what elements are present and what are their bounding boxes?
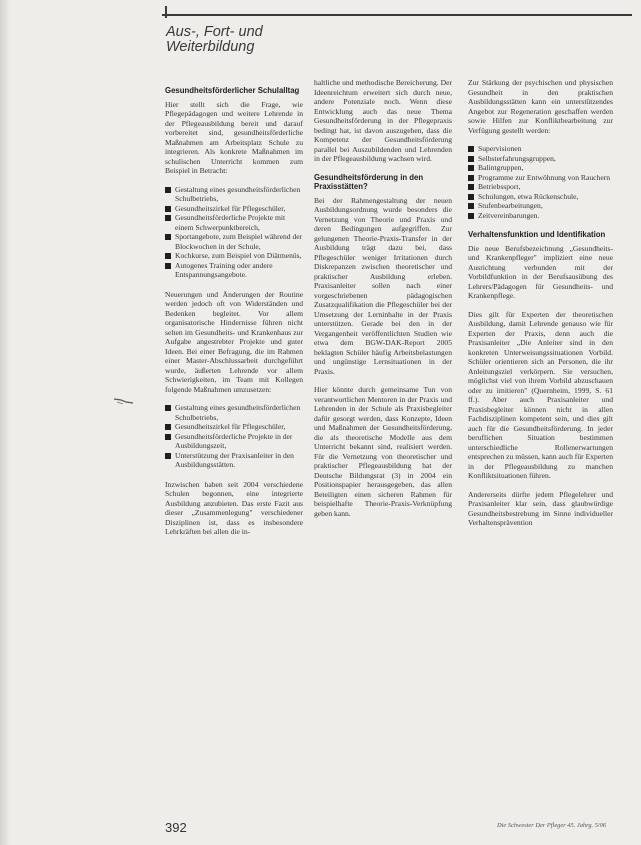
list-item: Betriebssport, (468, 182, 613, 192)
column-2 (314, 78, 452, 527)
paragraph: Dies gilt für Experten der theoretischen Ausbildung, damit Lehrende genauso wie für Experten der Praxis, denn auch die Praxisanleiter „Die Anleiter sind in den konkreten Unterweisungssituationen Vorbild. Schüler orientieren sich an Personen, die ihr Anleitungsziel verkörpern. Sie versuchen, möglichst viel von ihrem Vorbild abzuschauen oder zu imitieren" (Quernheim, 1999, S. 61 ff.). Aber auch Praxisanleiter und Praxisbegleiter können nicht in allen Fachdisziplinen kompetent sein, und dies gilt auch für die Gesundheitsförderung. In jeder beruflichen Situation bestimmen unterschiedliche Rollenerwartungen entsprechen zu müssen, kann auch für Experten in der Pflegeausbildung zu manchen Konfliktsituationen führen. (468, 309, 613, 480)
paragraph: Andererseits dürfte jedem Pflegelehrer und Praxisanleiter klar sein, dass glaubwürdige Gesundheitsbestrebung im Sinne individueller Verhaltensprävention (468, 489, 613, 527)
list-item: Stufenbearbeitungen, (468, 201, 613, 211)
list-item: Gesundheitszirkel für Pflegeschüler, (165, 204, 303, 214)
list-item: Schulungen, etwa Rückenschule, (468, 192, 613, 202)
list-item: Gesundheitsförderliche Projekte mit einem Schwerpunktbereich, (165, 213, 303, 232)
scan-smudge-mark (113, 397, 135, 405)
list-item: Gestaltung eines gesundheitsförderlichen Schulbetriebs, (165, 403, 303, 422)
paragraph: Hier stellt sich die Frage, wie Pflegepädagogen und weitere Lehrende in der Pflegeausbildung bereit und darauf vorbereitet sind, gesundheitsförderliche Maßnahmen am Arbeitsplatz Schule zu integrieren. Als konkrete Maßnahmen im schulischen Unterricht kommen zum Beispiel in Betracht: (165, 99, 303, 175)
subheading: Gesundheitsförderung in den Praxisstätten? (314, 172, 424, 191)
list-item: Gesundheitszirkel für Pflegeschüler, (165, 422, 303, 432)
header-rule (162, 14, 632, 16)
paragraph: Neuerungen und Änderungen der Routine werden jedoch oft von Widerständen und Bedenken begleitet. Vor allem organisatorische Hindernisse führen nicht selten im Gesundheits- und Krankenhaus zur Aufgabe angestrebter Projekte und guter Ideen. Bei einer Befragung, die im Rahmen einer Master-Abschlussarbeit durchgeführt wurde, äußerten Lehrende vor allem Schwierigkeiten, im Team mit Kollegen folgende Maßnahmen umzusetzen: (165, 289, 303, 394)
bullet-list (165, 185, 303, 280)
paragraph: Die neue Berufsbezeichnung „Gesundheits- und Krankenpfleger" impliziert eine neue Ausrichtung verbunden mit der Vorbildfunktion in der Berufsausübung des Lehrers/Pädagogen für Gesundheits- und Krankenpflege. (468, 243, 613, 300)
list-item: Programme zur Entwöhnung von Rauchern (468, 173, 613, 183)
bullet-list (165, 403, 303, 470)
list-item: Gestaltung eines gesundheitsförderlichen Schulbetriebs, (165, 185, 303, 204)
section-title-line1: Aus-, Fort- und (166, 24, 263, 40)
list-item: Supervisionen (468, 144, 613, 154)
list-item: Gesundheitsförderliche Projekte in der Ausbildungszeit, (165, 432, 303, 451)
list-item: Kochkurse, zum Beispiel von Diätmenüs, (165, 251, 303, 261)
header-tab-marker (165, 6, 167, 18)
list-item: Sportangebote, zum Beispiel während der Blockwochen in der Schule, (165, 232, 303, 251)
page-number: 392 (165, 820, 187, 835)
list-item: Unterstützung der Praxisanleiter in den Ausbildungsstätten. (165, 451, 303, 470)
list-item: Selbsterfahrungsgruppen, (468, 154, 613, 164)
column-1 (165, 86, 303, 546)
paragraph: Hier könnte durch gemeinsame Tun von verantwortlichen Mentoren in der Praxis und Lehrenden in der Schule als Praxisbegleiter dafür gesorgt werden, dass Konzepte, Ideen und Maßnahmen der Gesundheitsförderung, die als theoretische Modelle aus dem Unterricht bekannt sind, realisiert werden. Für die Vernetzung von theoretischer und praktischer Pflegeausbildung hat der Deutsche Bildungsrat (3) in 2004 ein Positionspapier herausgegeben, das allen Beteiligten einen sicheren Rahmen für beispielhafte Theorie-Praxis-Verknüpfung geben kann. (314, 385, 452, 518)
paragraph: Zur Stärkung der psychischen und physischen Gesundheit in den praktischen Ausbildungsstätten kann ein unterstützendes Angebot zur Regeneration geschaffen werden sowie Hilfen zur Konfliktbearbeitung zur Verfügung gestellt werden: (468, 78, 613, 135)
list-item: Balintgruppen, (468, 163, 613, 173)
column-3 (468, 78, 613, 537)
subheading: Gesundheitsförderlicher Schulalltag (165, 86, 300, 95)
footer-reference: Die Schwester Der Pfleger 45. Jahrg. 5/06 (497, 822, 607, 829)
section-title (166, 25, 366, 55)
paragraph: Bei der Rahmengestaltung der neuen Ausbildungsordnung wurde besonders die Vernetzung von Theorie und Praxis und deren Bedingungen aufgegriffen. Zur gelungenen Theorie-Praxis-Transfer in der Ausbildung trägt dazu bei, dass Pflegeschüler weniger Irritationen durch Diskrepanzen zwischen theoretischer und praktischer Ausbildung erleben. Praxisanleiter sollen nach einer vorgeschriebenen pädagogischen Zusatzqualifikation die Pflegeschüler bei der Umsetzung der Lerninhalte in der Praxis unterstützen. Gerade bei den in der Vergangenheit veröffentlichten Studien wie etwa dem BGW-DAK-Report 2005 beklagten Schüler häufig Arbeitsbelastungen und ungünstige Lernsituationen in der Praxis. (314, 195, 452, 376)
scan-edge-shadow (0, 0, 10, 845)
list-item: Autogenes Training oder andere Entspannungsangebote. (165, 261, 303, 280)
paragraph: haltliche und methodische Bereicherung. Der Ideenreichtum erweitert sich durch neue, andere Potenziale noch. Wenn diese Entwicklung auch das neue Thema Gesundheitsförderung in der Pflegepraxis bedingt hat, ist davon auszugehen, dass die Kompetenz der Gesundheitsförderung parallel bei Auszubildenden und Lehrenden in der Pflegeausbildung wachsen wird. (314, 78, 452, 163)
list-item: Zeitvereinbarungen. (468, 211, 613, 221)
section-title-line2: Weiterbildung (166, 39, 255, 55)
subheading: Verhaltensfunktion und Identifikation (468, 230, 606, 239)
paragraph: Inzwischen haben seit 2004 verschiedene Schulen begonnen, eine integrierte Ausbildung anzubieten. Das erste Fazit aus dieser „Zusammenlegung" verschiedener Disziplinen ist, dass es insbesondere Lehrkräften bei allen die in- (165, 479, 303, 536)
bullet-list (468, 144, 613, 220)
